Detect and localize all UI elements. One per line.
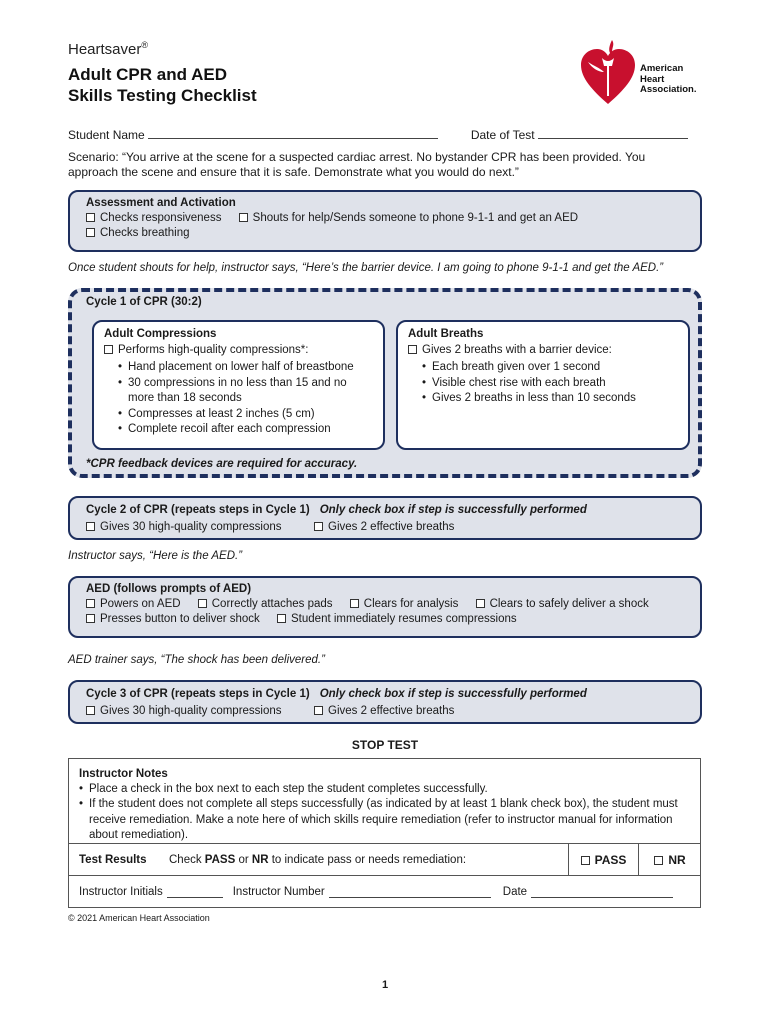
cycle1-section: [68, 288, 702, 478]
pass-cell: PASS: [568, 844, 638, 876]
signoff-row: [69, 876, 700, 908]
date-field[interactable]: [531, 887, 673, 898]
list-item: • Complete recoil after each compression: [118, 422, 373, 438]
cycle3-instruction: Only check box if step is successfully performed: [319, 688, 587, 700]
checkbox[interactable]: [198, 599, 207, 608]
checkbox[interactable]: [408, 345, 417, 354]
compressions-title: Adult Compressions: [104, 328, 217, 340]
clears-for-analysis-item: Clears for analysis: [350, 598, 459, 610]
adult-breaths-box: [396, 320, 690, 450]
attaches-pads-item: Correctly attaches pads: [198, 598, 333, 610]
instructor-number-label: Instructor Number: [232, 886, 325, 898]
cycle2-breaths-item: Gives 2 effective breaths: [314, 521, 454, 533]
assessment-box: [68, 190, 702, 252]
aha-logo: [578, 38, 708, 108]
heart-torch-icon: [578, 38, 638, 108]
clears-for-shock-item: Clears to safely deliver a shock: [476, 598, 649, 610]
checks-responsiveness-item: Checks responsiveness: [86, 212, 221, 224]
cycle3-title: Cycle 3 of CPR (repeats steps in Cycle 1): [86, 688, 310, 700]
cycle2-instruction: Only check box if step is successfully performed: [319, 504, 587, 516]
shouts-for-help-item: Shouts for help/Sends someone to phone 9-1-1 and get an AED: [239, 212, 578, 224]
list-item: • 30 compressions in no less than 15 and no more than 18 seconds: [118, 376, 373, 407]
checkbox[interactable]: [86, 599, 95, 608]
cycle3-breaths-item: Gives 2 effective breaths: [314, 705, 454, 717]
date-of-test-field[interactable]: [538, 128, 688, 139]
instructor-notes-title: Instructor Notes: [79, 768, 168, 780]
checkbox[interactable]: [277, 614, 286, 623]
breaths-title: Adult Breaths: [408, 328, 484, 340]
checkbox[interactable]: [239, 213, 248, 222]
powers-on-aed-item: Powers on AED: [86, 598, 181, 610]
instructor-note-barrier: Once student shouts for help, instructor says, “Here’s the barrier device. I am going to phone 9-1-1 and get the AED.”: [68, 262, 664, 274]
cycle2-box: [68, 496, 702, 540]
aed-title: AED (follows prompts of AED): [86, 583, 252, 595]
cycle2-title: Cycle 2 of CPR (repeats steps in Cycle 1): [86, 504, 310, 516]
checkbox[interactable]: [86, 228, 95, 237]
adult-compressions-box: [92, 320, 385, 450]
student-info-line: [68, 128, 688, 142]
instructor-initials-field[interactable]: [167, 887, 223, 898]
list-item: • Hand placement on lower half of breastbone: [118, 360, 373, 376]
nr-cell: NR: [638, 844, 701, 876]
aed-box: [68, 576, 702, 638]
list-item: • Place a check in the box next to each step the student completes successfully.: [79, 782, 690, 798]
cycle1-title: Cycle 1 of CPR (30:2): [86, 296, 202, 308]
student-name-field[interactable]: [148, 128, 438, 139]
checkbox[interactable]: [86, 706, 95, 715]
checkbox[interactable]: [86, 522, 95, 531]
gives-breaths-item: Gives 2 breaths with a barrier device:: [408, 343, 678, 358]
cycle3-compressions-item: Gives 30 high-quality compressions: [86, 704, 314, 719]
checkbox[interactable]: [350, 599, 359, 608]
test-results-row: [69, 844, 700, 876]
list-item: • Each breath given over 1 second: [422, 360, 678, 376]
brand-name: Heartsaver®: [68, 40, 148, 58]
test-results-label: Test Results: [79, 853, 147, 866]
checkbox[interactable]: [314, 522, 323, 531]
aed-trainer-note: AED trainer says, “The shock has been delivered.”: [68, 654, 325, 666]
assessment-title: Assessment and Activation: [86, 197, 236, 209]
instructor-notes-table: [68, 758, 701, 908]
instructor-notes: [69, 759, 700, 844]
list-item: • Gives 2 breaths in less than 10 seconds: [422, 391, 678, 407]
date-label: Date: [502, 886, 528, 898]
scenario-text: Scenario: “You arrive at the scene for a suspected cardiac arrest. No bystander CPR has been provided. You approach the scene and ensure that it is safe. Demonstrate what you would do next.”: [68, 150, 646, 179]
instructor-initials-label: Instructor Initials: [79, 886, 163, 898]
breaths-bullets: [422, 360, 678, 407]
nr-checkbox[interactable]: [654, 856, 663, 865]
logo-text: American Heart Association.: [640, 63, 697, 95]
cycle3-box: [68, 680, 702, 724]
checkbox[interactable]: [86, 213, 95, 222]
student-name-label: Student Name: [68, 128, 145, 142]
test-results-instruction: Check PASS or NR to indicate pass or needs remediation:: [169, 853, 467, 866]
list-item: • Compresses at least 2 inches (5 cm): [118, 407, 373, 423]
pass-checkbox[interactable]: [581, 856, 590, 865]
list-item: • If the student does not complete all steps successfully (as indicated by at least 1 blank check box), the student must receive remediation. Make a note here of which skills require remediation (refer to instructor manual for information about remediation).: [79, 797, 690, 844]
checkbox[interactable]: [104, 345, 113, 354]
checkbox[interactable]: [476, 599, 485, 608]
presses-button-item: Presses button to deliver shock: [86, 613, 260, 625]
resumes-compressions-item: Student immediately resumes compressions: [277, 613, 517, 625]
copyright-text: © 2021 American Heart Association: [68, 913, 210, 923]
checkbox[interactable]: [314, 706, 323, 715]
checkbox[interactable]: [86, 614, 95, 623]
cycle2-compressions-item: Gives 30 high-quality compressions: [86, 520, 314, 535]
date-of-test-label: Date of Test: [470, 128, 535, 142]
performs-compressions-item: Performs high-quality compressions*:: [104, 343, 373, 358]
checks-breathing-item: Checks breathing: [86, 226, 684, 241]
page-number: 1: [381, 979, 389, 991]
document-title: Adult CPR and AED Skills Testing Checklist: [68, 65, 257, 105]
list-item: • Visible chest rise with each breath: [422, 376, 678, 392]
stop-test-heading: STOP TEST: [351, 738, 419, 752]
instructor-number-field[interactable]: [329, 887, 491, 898]
cpr-feedback-footnote: *CPR feedback devices are required for accuracy.: [86, 458, 358, 470]
instructor-note-aed: Instructor says, “Here is the AED.”: [68, 550, 243, 562]
compressions-bullets: [118, 360, 373, 438]
